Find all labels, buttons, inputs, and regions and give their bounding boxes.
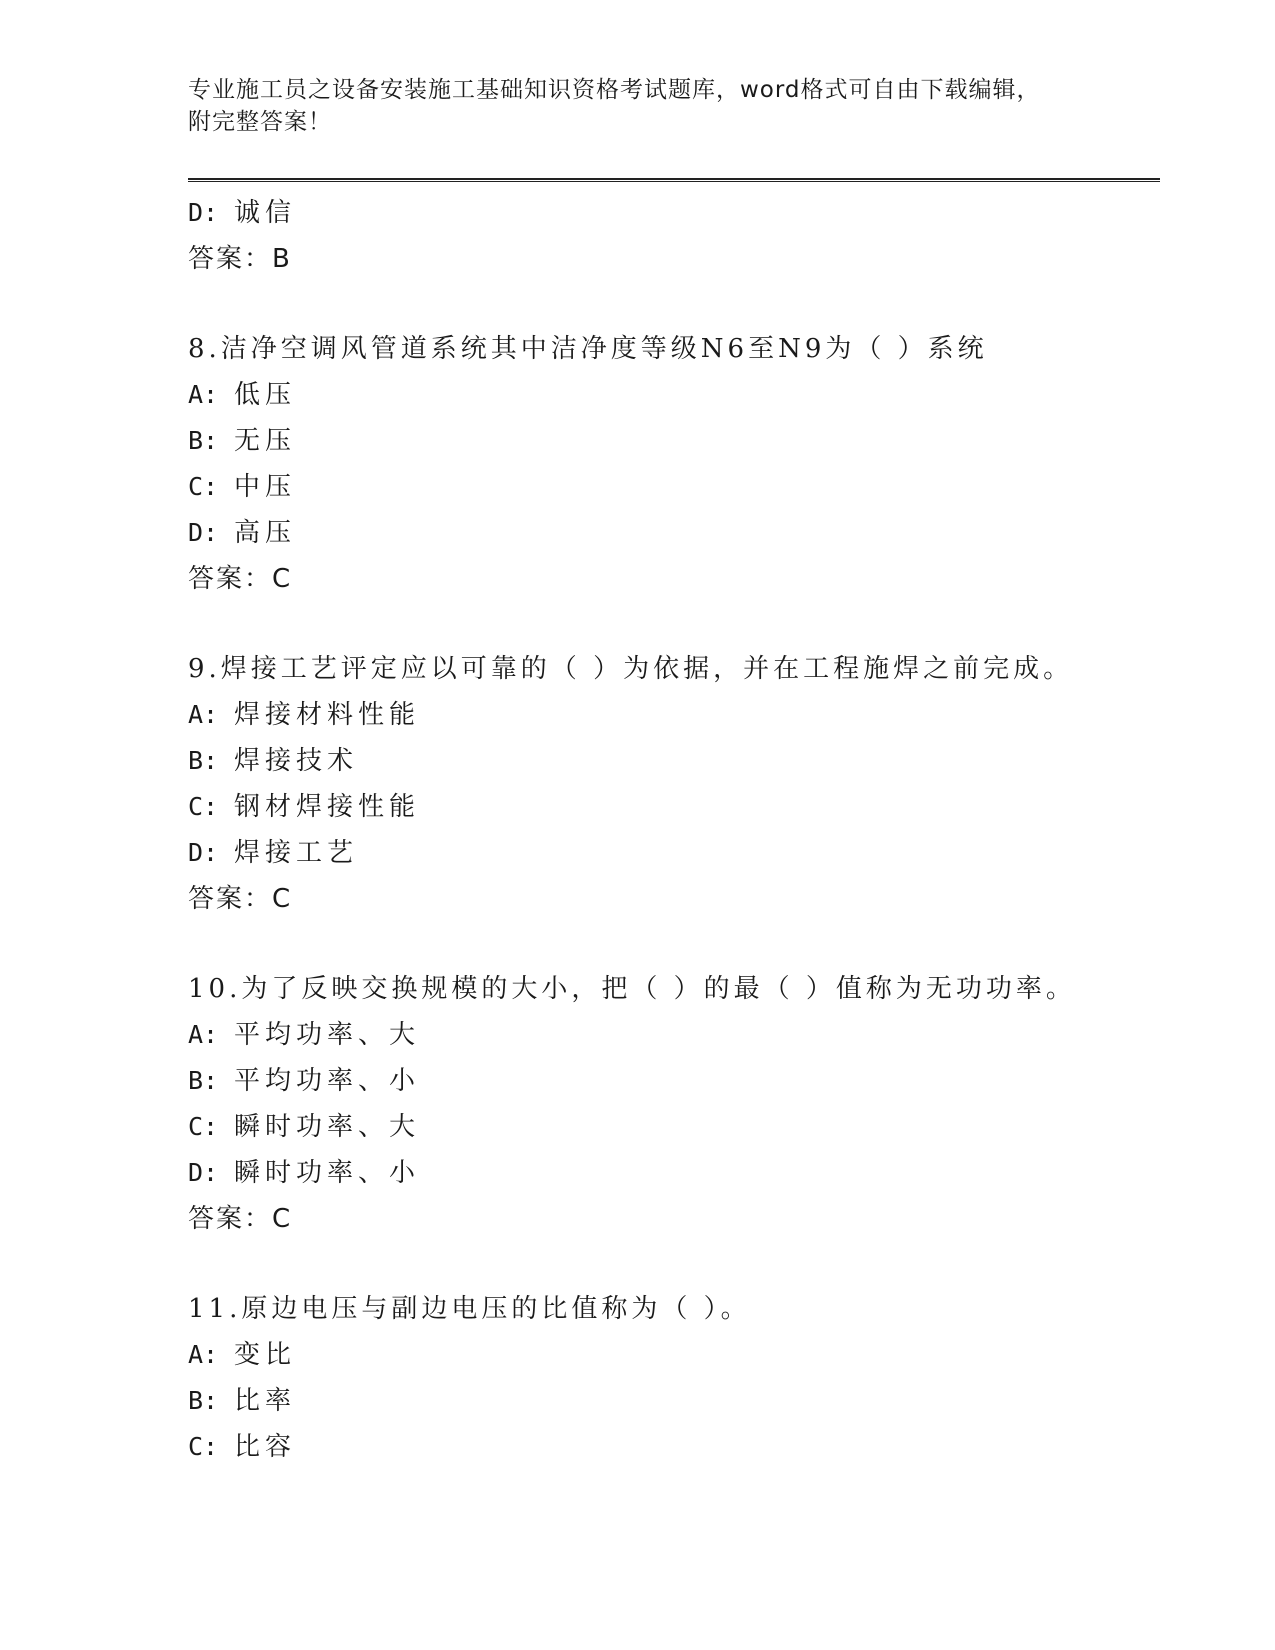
option-letter: B:: [188, 746, 219, 775]
option-text: 中压: [234, 472, 297, 502]
answer: 答案：C: [188, 1204, 293, 1234]
option-letter: C:: [188, 1432, 219, 1461]
document-header: [188, 74, 1088, 138]
option-letter: A:: [188, 700, 219, 729]
option-d: [188, 830, 1158, 876]
answer: 答案：C: [188, 564, 293, 594]
option-c: [188, 464, 1158, 510]
option-letter: C:: [188, 472, 219, 501]
question-content: [188, 190, 1158, 1470]
option-text: 平均功率、小: [234, 1066, 421, 1096]
option-c: [188, 1104, 1158, 1150]
option-letter: B:: [188, 1066, 219, 1095]
option-text: 诚信: [234, 198, 297, 228]
option-c: [188, 1424, 1158, 1470]
option-text: 变比: [234, 1340, 297, 1370]
option-letter: D:: [188, 518, 219, 547]
option-text: 比容: [234, 1432, 297, 1462]
option-letter: C:: [188, 1112, 219, 1141]
option-b: [188, 418, 1158, 464]
option-letter: D:: [188, 1158, 219, 1187]
option-text: 高压: [234, 518, 297, 548]
answer: 答案：B: [188, 244, 292, 274]
header-line-1: 专业施工员之设备安装施工基础知识资格考试题库，word格式可自由下载编辑，: [188, 77, 1041, 103]
option-text: 瞬时功率、小: [234, 1158, 421, 1188]
option-letter: D:: [188, 198, 219, 227]
option-b: [188, 1058, 1158, 1104]
option-text: 焊接工艺: [234, 838, 359, 868]
option-letter: B:: [188, 426, 219, 455]
answer: 答案：C: [188, 884, 293, 914]
option-text: 平均功率、大: [234, 1020, 421, 1050]
option-letter: A:: [188, 1020, 219, 1049]
option-letter: B:: [188, 1386, 219, 1415]
question-stem-11: 11.原边电压与副边电压的比值称为（ ）。: [188, 1294, 751, 1324]
option-d: [188, 510, 1158, 556]
option-text: 钢材焊接性能: [234, 792, 421, 822]
option-letter: A:: [188, 1340, 219, 1369]
question-stem-8: 8.洁净空调风管道系统其中洁净度等级N6至N9为（ ）系统: [188, 334, 988, 364]
header-divider: [188, 178, 1160, 182]
option-a: [188, 1012, 1158, 1058]
option-b: [188, 1378, 1158, 1424]
option-text: 瞬时功率、大: [234, 1112, 421, 1142]
option-d: [188, 190, 1158, 236]
question-stem-10: 10.为了反映交换规模的大小，把（ ）的最（ ）值称为无功功率。: [188, 974, 1076, 1004]
question-stem-9: 9.焊接工艺评定应以可靠的（ ）为依据，并在工程施焊之前完成。: [188, 654, 1074, 684]
option-c: [188, 784, 1158, 830]
option-a: [188, 372, 1158, 418]
option-text: 焊接技术: [234, 746, 359, 776]
option-b: [188, 738, 1158, 784]
option-d: [188, 1150, 1158, 1196]
option-letter: D:: [188, 838, 219, 867]
option-a: [188, 692, 1158, 738]
option-text: 低压: [234, 380, 297, 410]
option-text: 焊接材料性能: [234, 700, 421, 730]
option-text: 比率: [234, 1386, 297, 1416]
option-text: 无压: [234, 426, 297, 456]
header-line-2: 附完整答案！: [188, 109, 332, 135]
option-letter: A:: [188, 380, 219, 409]
option-letter: C:: [188, 792, 219, 821]
option-a: [188, 1332, 1158, 1378]
